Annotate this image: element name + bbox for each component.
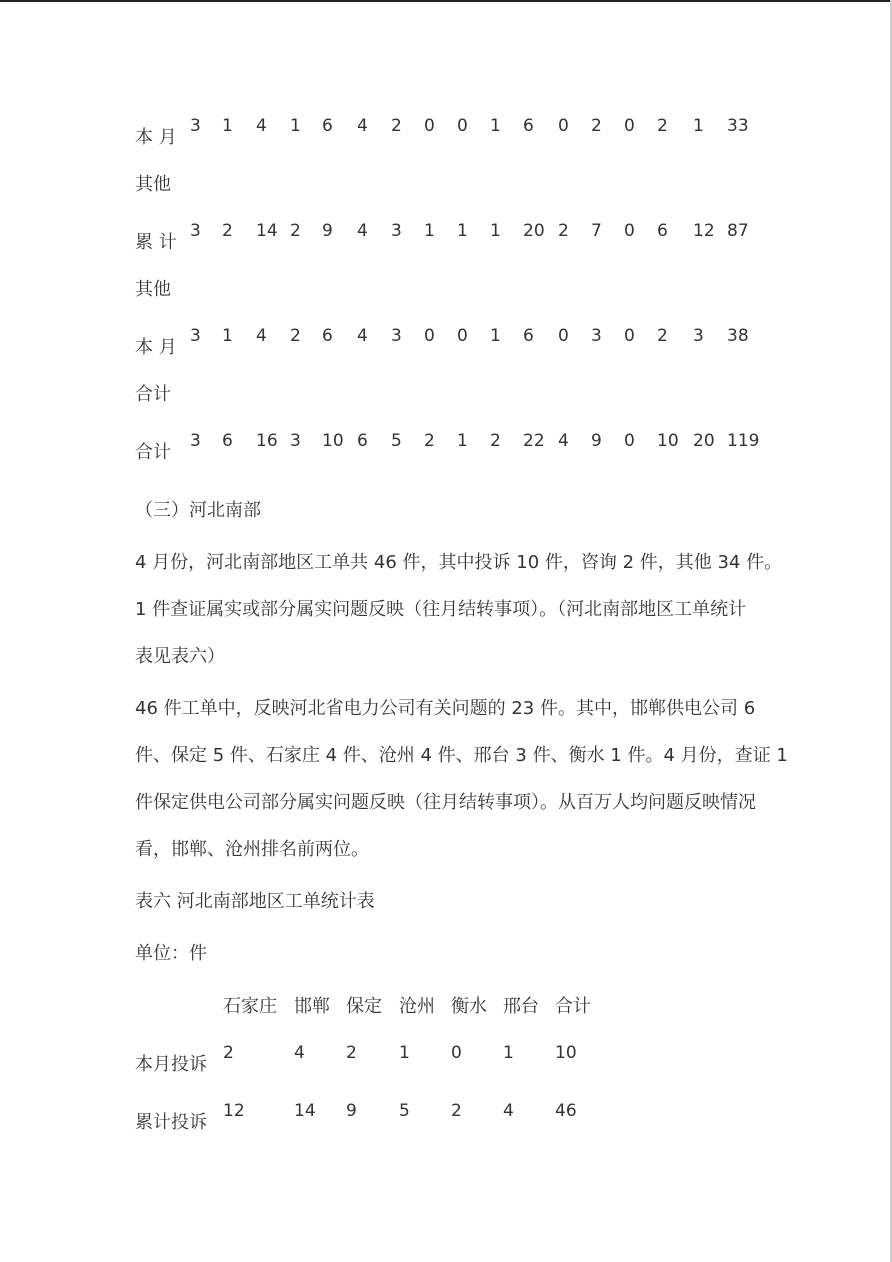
stat-cell: 2 [657, 326, 668, 346]
stat-cell: 10 [657, 431, 679, 451]
stat-cell: 3 [391, 221, 402, 241]
stat-cell: 22 [523, 431, 545, 451]
stat-row-label: 其他 [135, 174, 171, 195]
stat-cell: 87 [727, 221, 749, 241]
paragraph-1-line-2: 1 件查证属实或部分属实问题反映（往月结转事项）。（河北南部地区工单统计 [135, 599, 747, 620]
stat-cell: 3 [190, 431, 201, 451]
stat-cell: 1 [222, 326, 233, 346]
stat-row-label: 合计 [135, 384, 171, 405]
stat-cell: 1 [490, 326, 501, 346]
table6-header: 合计 [555, 996, 591, 1017]
stat-cell: 6 [523, 326, 534, 346]
stat-cell: 0 [624, 326, 635, 346]
stat-cell: 3 [190, 116, 201, 136]
table6-cell: 5 [399, 1101, 410, 1121]
stat-cell: 1 [424, 221, 435, 241]
section-heading: （三）河北南部 [135, 500, 261, 521]
stat-cell: 4 [256, 326, 267, 346]
stat-cell: 6 [657, 221, 668, 241]
stat-row-label: 累 计 [135, 232, 177, 253]
table6-header: 沧州 [399, 996, 435, 1017]
stat-cell: 12 [693, 221, 715, 241]
stat-cell: 6 [357, 431, 368, 451]
table6-cell: 4 [294, 1043, 305, 1063]
stat-cell: 4 [558, 431, 569, 451]
stat-cell: 3 [693, 326, 704, 346]
stat-cell: 2 [558, 221, 569, 241]
paragraph-2-line-3: 件保定供电公司部分属实问题反映（往月结转事项）。从百万人均问题反映情况 [135, 792, 756, 813]
stat-cell: 38 [727, 326, 749, 346]
stat-cell: 9 [322, 221, 333, 241]
stat-cell: 16 [256, 431, 278, 451]
stat-cell: 33 [727, 116, 749, 136]
table6-title: 表六 河北南部地区工单统计表 [135, 891, 375, 912]
stat-cell: 0 [624, 221, 635, 241]
stat-cell: 3 [290, 431, 301, 451]
stat-cell: 2 [290, 326, 301, 346]
stat-cell: 6 [322, 116, 333, 136]
stat-cell: 1 [490, 221, 501, 241]
stat-row-label: 其他 [135, 279, 171, 300]
stat-cell: 20 [523, 221, 545, 241]
table6-header: 邯郸 [294, 996, 330, 1017]
stat-cell: 6 [322, 326, 333, 346]
stat-cell: 3 [391, 326, 402, 346]
stat-cell: 3 [190, 221, 201, 241]
stat-cell: 6 [523, 116, 534, 136]
table6-cell: 0 [451, 1043, 462, 1063]
stat-cell: 0 [624, 431, 635, 451]
stat-cell: 3 [591, 326, 602, 346]
stat-cell: 0 [624, 116, 635, 136]
stat-cell: 3 [190, 326, 201, 346]
stat-cell: 14 [256, 221, 278, 241]
stat-cell: 1 [693, 116, 704, 136]
stat-cell: 0 [424, 326, 435, 346]
table6-cell: 2 [451, 1101, 462, 1121]
table6-cell: 1 [503, 1043, 514, 1063]
paragraph-1-line-1: 4 月份，河北南部地区工单共 46 件，其中投诉 10 件，咨询 2 件，其他 34 件。 [135, 552, 783, 573]
stat-cell: 20 [693, 431, 715, 451]
table6-row-label: 本月投诉 [135, 1054, 207, 1075]
stat-cell: 0 [457, 116, 468, 136]
paragraph-2-line-2: 件、保定 5 件、石家庄 4 件、沧州 4 件、邢台 3 件、衡水 1 件。4 月份，查证 1 [135, 745, 788, 766]
stat-cell: 4 [357, 326, 368, 346]
table6-row-label: 累计投诉 [135, 1112, 207, 1133]
stat-cell: 1 [290, 116, 301, 136]
table6-header: 石家庄 [223, 996, 277, 1017]
stat-cell: 0 [457, 326, 468, 346]
table6-cell: 1 [399, 1043, 410, 1063]
stat-row-label: 合计 [135, 442, 171, 463]
stat-cell: 1 [457, 221, 468, 241]
stat-cell: 5 [391, 431, 402, 451]
page-top-border [0, 0, 892, 2]
table6-cell: 10 [555, 1043, 577, 1063]
stat-cell: 2 [490, 431, 501, 451]
paragraph-1-line-3: 表见表六） [135, 646, 225, 667]
stat-cell: 2 [391, 116, 402, 136]
stat-cell: 9 [591, 431, 602, 451]
table6-cell: 12 [223, 1101, 245, 1121]
table6-header: 保定 [346, 996, 382, 1017]
stat-row-label: 本 月 [135, 127, 177, 148]
table6-header: 邢台 [503, 996, 539, 1017]
stat-cell: 10 [322, 431, 344, 451]
stat-cell: 2 [657, 116, 668, 136]
table6-cell: 4 [503, 1101, 514, 1121]
stat-cell: 1 [457, 431, 468, 451]
table6-unit: 单位：件 [135, 943, 207, 964]
stat-cell: 1 [222, 116, 233, 136]
table6-header: 衡水 [451, 996, 487, 1017]
stat-cell: 2 [222, 221, 233, 241]
stat-cell: 7 [591, 221, 602, 241]
stat-cell: 4 [357, 116, 368, 136]
table6-cell: 2 [223, 1043, 234, 1063]
table6-cell: 46 [555, 1101, 577, 1121]
stat-cell: 6 [222, 431, 233, 451]
table6-cell: 2 [346, 1043, 357, 1063]
stat-row-label: 本 月 [135, 337, 177, 358]
stat-cell: 0 [424, 116, 435, 136]
stat-cell: 1 [490, 116, 501, 136]
stat-cell: 4 [256, 116, 267, 136]
stat-cell: 2 [591, 116, 602, 136]
table6-cell: 9 [346, 1101, 357, 1121]
table6-cell: 14 [294, 1101, 316, 1121]
paragraph-2-line-4: 看，邯郸、沧州排名前两位。 [135, 839, 369, 860]
stat-cell: 0 [558, 116, 569, 136]
stat-cell: 119 [727, 431, 760, 451]
stat-cell: 0 [558, 326, 569, 346]
paragraph-2-line-1: 46 件工单中，反映河北省电力公司有关问题的 23 件。其中，邯郸供电公司 6 [135, 698, 756, 719]
stat-cell: 4 [357, 221, 368, 241]
stat-cell: 2 [424, 431, 435, 451]
stat-cell: 2 [290, 221, 301, 241]
